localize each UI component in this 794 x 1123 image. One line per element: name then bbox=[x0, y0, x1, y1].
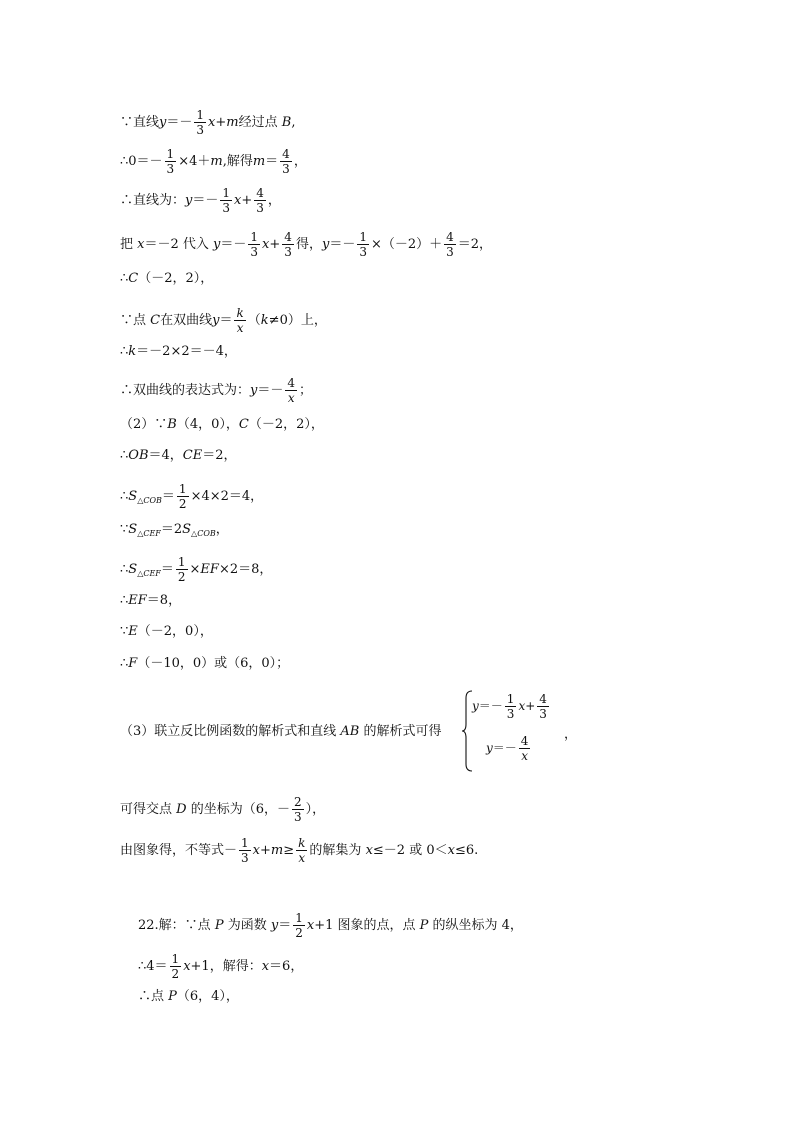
text: ）， bbox=[305, 802, 326, 817]
fraction bbox=[280, 147, 292, 176]
text: ×2＝8， bbox=[218, 562, 273, 577]
denominator: 2 bbox=[171, 967, 180, 981]
denominator: 3 bbox=[359, 245, 367, 259]
text: 为函数 bbox=[223, 918, 271, 933]
subscript: △COB bbox=[137, 496, 162, 505]
text: ＝2， bbox=[457, 237, 493, 252]
numerator: 1 bbox=[250, 230, 259, 244]
denominator: 3 bbox=[196, 123, 205, 137]
text: ＝－ bbox=[166, 115, 193, 130]
denominator: 2 bbox=[178, 497, 187, 511]
fraction bbox=[519, 734, 531, 763]
var-y: y bbox=[213, 237, 221, 252]
var: OB bbox=[128, 448, 149, 463]
text: ＝－ bbox=[492, 741, 517, 755]
equation-2 bbox=[486, 734, 532, 763]
var-y: y bbox=[159, 115, 167, 130]
numerator: 2 bbox=[293, 795, 302, 809]
var: S bbox=[182, 522, 192, 537]
text: +1，解得： bbox=[190, 959, 262, 974]
line-2 bbox=[120, 147, 307, 176]
numerator: 1 bbox=[178, 482, 187, 496]
text: ∴双曲线的表达式为： bbox=[120, 383, 251, 398]
line-10 bbox=[120, 447, 237, 465]
var: AB bbox=[340, 724, 360, 739]
text: ＝－ bbox=[220, 237, 247, 252]
numerator: 1 bbox=[177, 555, 186, 569]
text: ∵点 bbox=[120, 313, 151, 328]
line-8 bbox=[120, 376, 312, 405]
denominator: 3 bbox=[256, 201, 264, 215]
text: ； bbox=[299, 383, 313, 398]
text: 把 bbox=[120, 237, 138, 252]
var: B bbox=[167, 417, 177, 432]
text: ＝8， bbox=[146, 593, 182, 608]
text: ＝2， bbox=[202, 448, 237, 463]
denominator bbox=[519, 749, 531, 763]
text: ＝2 bbox=[160, 522, 183, 537]
text: + bbox=[241, 193, 253, 208]
denominator: 3 bbox=[241, 851, 249, 865]
text: （4，0）， bbox=[176, 417, 239, 432]
text: ∵ bbox=[120, 624, 129, 639]
fraction bbox=[285, 376, 297, 405]
var-y: y bbox=[212, 313, 220, 328]
var: P bbox=[214, 918, 224, 933]
text: （－2，2）， bbox=[248, 417, 324, 432]
text: ∴ bbox=[120, 489, 129, 504]
line-1 bbox=[120, 108, 295, 137]
text: ＝4， bbox=[148, 448, 183, 463]
line-11 bbox=[120, 482, 263, 511]
var: F bbox=[128, 656, 138, 671]
denominator: 3 bbox=[166, 162, 175, 176]
var: S bbox=[128, 562, 138, 577]
line-13 bbox=[120, 555, 272, 584]
denominator: 3 bbox=[539, 707, 547, 721]
text: ＝6， bbox=[269, 959, 304, 974]
var: k bbox=[128, 344, 137, 359]
text: ∴ bbox=[120, 593, 129, 608]
fraction bbox=[176, 555, 188, 584]
numerator: 1 bbox=[241, 836, 249, 850]
text: （3）联立反比例函数的解析式和直线 bbox=[120, 724, 341, 739]
numerator: 1 bbox=[506, 692, 515, 706]
var: m bbox=[210, 154, 223, 169]
text: ≤6. bbox=[454, 843, 479, 858]
line-5 bbox=[120, 270, 213, 288]
line-12 bbox=[120, 521, 229, 543]
line-6 bbox=[120, 306, 327, 335]
var-x: x bbox=[287, 391, 295, 405]
line-14 bbox=[120, 592, 181, 610]
fraction bbox=[293, 911, 305, 940]
text: ＝ bbox=[278, 918, 292, 933]
denominator: 2 bbox=[177, 570, 186, 584]
text: 的坐标为（6，－ bbox=[186, 802, 290, 817]
var-y: y bbox=[472, 699, 479, 713]
numerator: 1 bbox=[222, 186, 231, 200]
numerator: 1 bbox=[171, 952, 180, 966]
text: ∴4＝ bbox=[138, 959, 168, 974]
fraction bbox=[220, 186, 232, 215]
numerator: 4 bbox=[256, 186, 264, 200]
line-19 bbox=[120, 836, 478, 865]
numerator: 4 bbox=[446, 230, 454, 244]
line-15 bbox=[120, 623, 213, 641]
denominator: 3 bbox=[293, 810, 302, 824]
fraction bbox=[177, 482, 189, 511]
fraction bbox=[239, 836, 251, 865]
var: x bbox=[261, 959, 270, 974]
var: C bbox=[238, 417, 249, 432]
text: ＝－ bbox=[257, 383, 284, 398]
fraction bbox=[282, 230, 294, 259]
var-k: k bbox=[298, 836, 306, 850]
var: EF bbox=[128, 593, 147, 608]
text: + bbox=[215, 115, 227, 130]
var: k bbox=[260, 313, 269, 328]
text: ≤－2 或 0＜ bbox=[372, 843, 448, 858]
line-7 bbox=[120, 343, 237, 361]
fraction bbox=[357, 230, 369, 259]
var: EF bbox=[200, 562, 219, 577]
fraction bbox=[234, 306, 245, 335]
text: +1 图象的点，点 bbox=[314, 918, 420, 933]
equation-1 bbox=[472, 692, 551, 721]
text: 可得交点 bbox=[120, 802, 177, 817]
text: + bbox=[269, 237, 281, 252]
line-16 bbox=[120, 655, 289, 673]
var: S bbox=[128, 489, 138, 504]
text: ＝ bbox=[219, 313, 233, 328]
text: ∴ bbox=[120, 344, 129, 359]
var: x bbox=[137, 237, 145, 252]
text: 的解析式可得 bbox=[359, 724, 442, 739]
denominator: 3 bbox=[282, 162, 290, 176]
denominator: 3 bbox=[222, 201, 231, 215]
line-21 bbox=[138, 952, 303, 981]
text: ＝ bbox=[160, 562, 174, 577]
fraction bbox=[165, 147, 177, 176]
text: ×（－2）＋ bbox=[370, 237, 443, 252]
text: ， bbox=[564, 727, 578, 742]
numerator: 1 bbox=[359, 230, 367, 244]
text: , bbox=[291, 115, 296, 130]
text: ∴ bbox=[120, 656, 129, 671]
var: x bbox=[183, 959, 191, 974]
line-22 bbox=[138, 988, 239, 1006]
text: ＝ bbox=[265, 154, 279, 169]
text: + bbox=[260, 843, 271, 858]
var-m: m bbox=[226, 115, 239, 130]
text: × bbox=[189, 562, 201, 577]
fraction bbox=[537, 692, 549, 721]
text: 的解集为 bbox=[309, 843, 366, 858]
text: ×4×2＝4， bbox=[190, 489, 264, 504]
fraction bbox=[194, 108, 206, 137]
fraction bbox=[254, 186, 266, 215]
numerator: 4 bbox=[284, 230, 292, 244]
var-y: y bbox=[486, 741, 493, 755]
denominator: 3 bbox=[250, 245, 259, 259]
var: P bbox=[168, 989, 177, 1004]
var: D bbox=[176, 802, 187, 817]
numerator: 1 bbox=[166, 147, 175, 161]
equation-system bbox=[462, 690, 558, 772]
numerator bbox=[296, 836, 307, 851]
denominator bbox=[296, 851, 307, 865]
numerator: 4 bbox=[539, 692, 547, 706]
denominator bbox=[234, 321, 245, 335]
var: CE bbox=[182, 448, 203, 463]
line-17 bbox=[120, 723, 442, 741]
var-y: y bbox=[250, 383, 258, 398]
text: ， bbox=[267, 193, 281, 208]
text: （－10，0）或（6，0）； bbox=[137, 656, 290, 671]
text: 22.解：∵点 bbox=[138, 918, 215, 933]
fraction bbox=[505, 692, 517, 721]
var-x: x bbox=[262, 237, 270, 252]
denominator bbox=[285, 391, 297, 405]
var: y bbox=[270, 918, 279, 933]
var: m bbox=[270, 843, 284, 858]
var-k: k bbox=[236, 306, 244, 320]
var: C bbox=[128, 271, 139, 286]
text: （ bbox=[247, 313, 261, 328]
text: ≥ bbox=[283, 843, 295, 858]
text: ＝－ bbox=[478, 699, 503, 713]
denominator: 3 bbox=[284, 245, 292, 259]
text: ×4＋ bbox=[178, 154, 211, 169]
var: x bbox=[447, 843, 455, 858]
text: 在双曲线 bbox=[160, 313, 213, 328]
text: ∴直线为： bbox=[120, 193, 186, 208]
var: x bbox=[252, 843, 260, 858]
text: ， bbox=[215, 522, 229, 537]
text: ， bbox=[293, 154, 307, 169]
subscript: △CEF bbox=[137, 529, 161, 538]
text: ＝－2×2＝－4， bbox=[136, 344, 237, 359]
numerator: 4 bbox=[282, 147, 290, 161]
text: 的纵坐标为 4， bbox=[428, 918, 523, 933]
var-x: x bbox=[234, 193, 242, 208]
var: x bbox=[365, 843, 373, 858]
fraction bbox=[248, 230, 260, 259]
var-y: y bbox=[185, 193, 193, 208]
text: ＝－ bbox=[329, 237, 356, 252]
var: x bbox=[306, 918, 315, 933]
var: E bbox=[128, 624, 138, 639]
text: （2）∵ bbox=[120, 417, 168, 432]
fraction bbox=[296, 836, 307, 865]
text: ≠0）上， bbox=[268, 313, 327, 328]
line-3 bbox=[120, 186, 281, 215]
var: P bbox=[419, 918, 429, 933]
var-x: x bbox=[298, 851, 306, 865]
var: C bbox=[150, 313, 161, 328]
text: ∴0＝－ bbox=[120, 154, 163, 169]
text: （6，4）， bbox=[176, 989, 239, 1004]
var-x: x bbox=[208, 115, 216, 130]
text: ,解得 bbox=[222, 154, 253, 169]
numerator: 4 bbox=[520, 734, 529, 748]
denominator: 2 bbox=[295, 926, 303, 940]
text: ∵直线 bbox=[120, 115, 160, 130]
text: 得， bbox=[295, 237, 322, 252]
var-x: x bbox=[521, 749, 528, 763]
var-x: x bbox=[236, 321, 244, 335]
text: ＝－2 代入 bbox=[144, 237, 214, 252]
numerator: 4 bbox=[287, 376, 296, 390]
fraction bbox=[444, 230, 456, 259]
text: ∵ bbox=[120, 522, 129, 537]
subscript: △CEF bbox=[137, 569, 161, 578]
denominator: 3 bbox=[506, 707, 515, 721]
text: ＝－ bbox=[192, 193, 219, 208]
fraction bbox=[292, 795, 304, 824]
var: m bbox=[252, 154, 266, 169]
text: （－2，2）， bbox=[138, 271, 214, 286]
numerator bbox=[234, 306, 245, 321]
text: （－2，0）， bbox=[137, 624, 213, 639]
fraction bbox=[170, 952, 182, 981]
text: 由图象得，不等式－ bbox=[120, 843, 238, 858]
var: B bbox=[281, 115, 292, 130]
text: ∴ bbox=[120, 448, 129, 463]
line-18 bbox=[120, 795, 325, 824]
text: ∴ bbox=[120, 562, 129, 577]
text: ∴ bbox=[120, 271, 129, 286]
text: ∴点 bbox=[138, 989, 169, 1004]
denominator: 3 bbox=[446, 245, 454, 259]
subscript: △COB bbox=[191, 529, 216, 538]
numerator: 1 bbox=[196, 108, 205, 122]
text: 经过点 bbox=[238, 115, 282, 130]
numerator: 1 bbox=[295, 911, 303, 925]
text: + bbox=[525, 699, 536, 713]
line-4 bbox=[120, 230, 492, 259]
var-y: y bbox=[321, 237, 330, 252]
var-x: x bbox=[518, 699, 526, 713]
text: ＝ bbox=[161, 489, 175, 504]
line-9 bbox=[120, 416, 324, 434]
line-20 bbox=[138, 911, 523, 940]
var: S bbox=[128, 522, 138, 537]
